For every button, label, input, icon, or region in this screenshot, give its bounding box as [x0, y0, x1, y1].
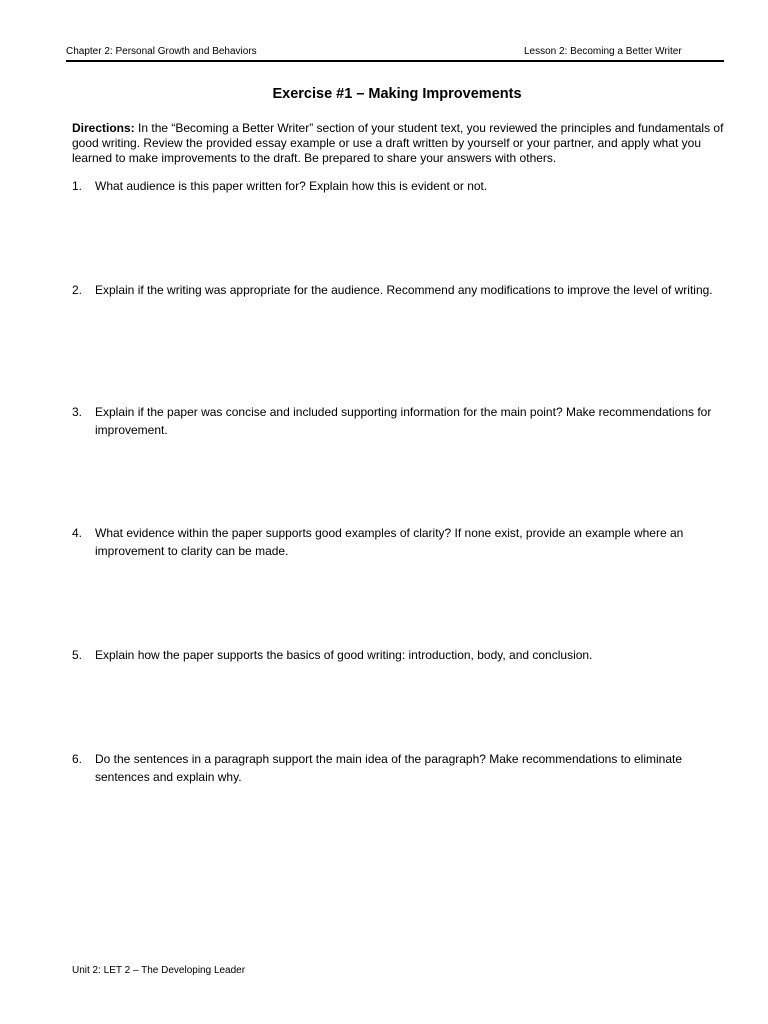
page-footer: Unit 2: LET 2 – The Developing Leader [72, 965, 246, 976]
question-text: Explain if the paper was concise and included supporting information for the main point? Make recommendations for improvement. [95, 405, 712, 437]
lesson-label: Lesson 2: Becoming a Better Writer [524, 46, 682, 57]
question-number: 2. [72, 283, 83, 297]
question-number: 5. [72, 648, 83, 662]
question-number: 3. [72, 405, 83, 419]
directions-paragraph [72, 121, 732, 166]
question-text: What audience is this paper written for? Explain how this is evident or not. [95, 179, 488, 193]
exercise-title: Exercise #1 – Making Improvements [272, 86, 522, 102]
question-text: What evidence within the paper supports good examples of clarity? If none exist, provide an example where an improvement to clarity can be made. [95, 526, 684, 558]
question-text: Explain if the writing was appropriate for the audience. Recommend any modifications to improve the level of writing. [95, 283, 713, 297]
question-text: Do the sentences in a paragraph support the main idea of the paragraph? Make recommendations to eliminate sentences and explain why. [95, 752, 683, 784]
header-divider [66, 60, 724, 62]
question-text: Explain how the paper supports the basics of good writing: introduction, body, and conclusion. [95, 648, 593, 662]
question-number: 6. [72, 752, 83, 766]
directions-text: In the “Becoming a Better Writer” section of your student text, you reviewed the principles and fundamentals of good writing. Review the provided essay example or use a draft written by yourself or your partner, and apply what you learned to make improvements to the draft. Be prepared to share your answers with others. [72, 121, 724, 165]
page-header [66, 44, 724, 60]
question-number: 4. [72, 526, 83, 540]
directions-label: Directions: [72, 121, 135, 135]
chapter-label: Chapter 2: Personal Growth and Behaviors [66, 46, 257, 57]
question-number: 1. [72, 179, 83, 193]
